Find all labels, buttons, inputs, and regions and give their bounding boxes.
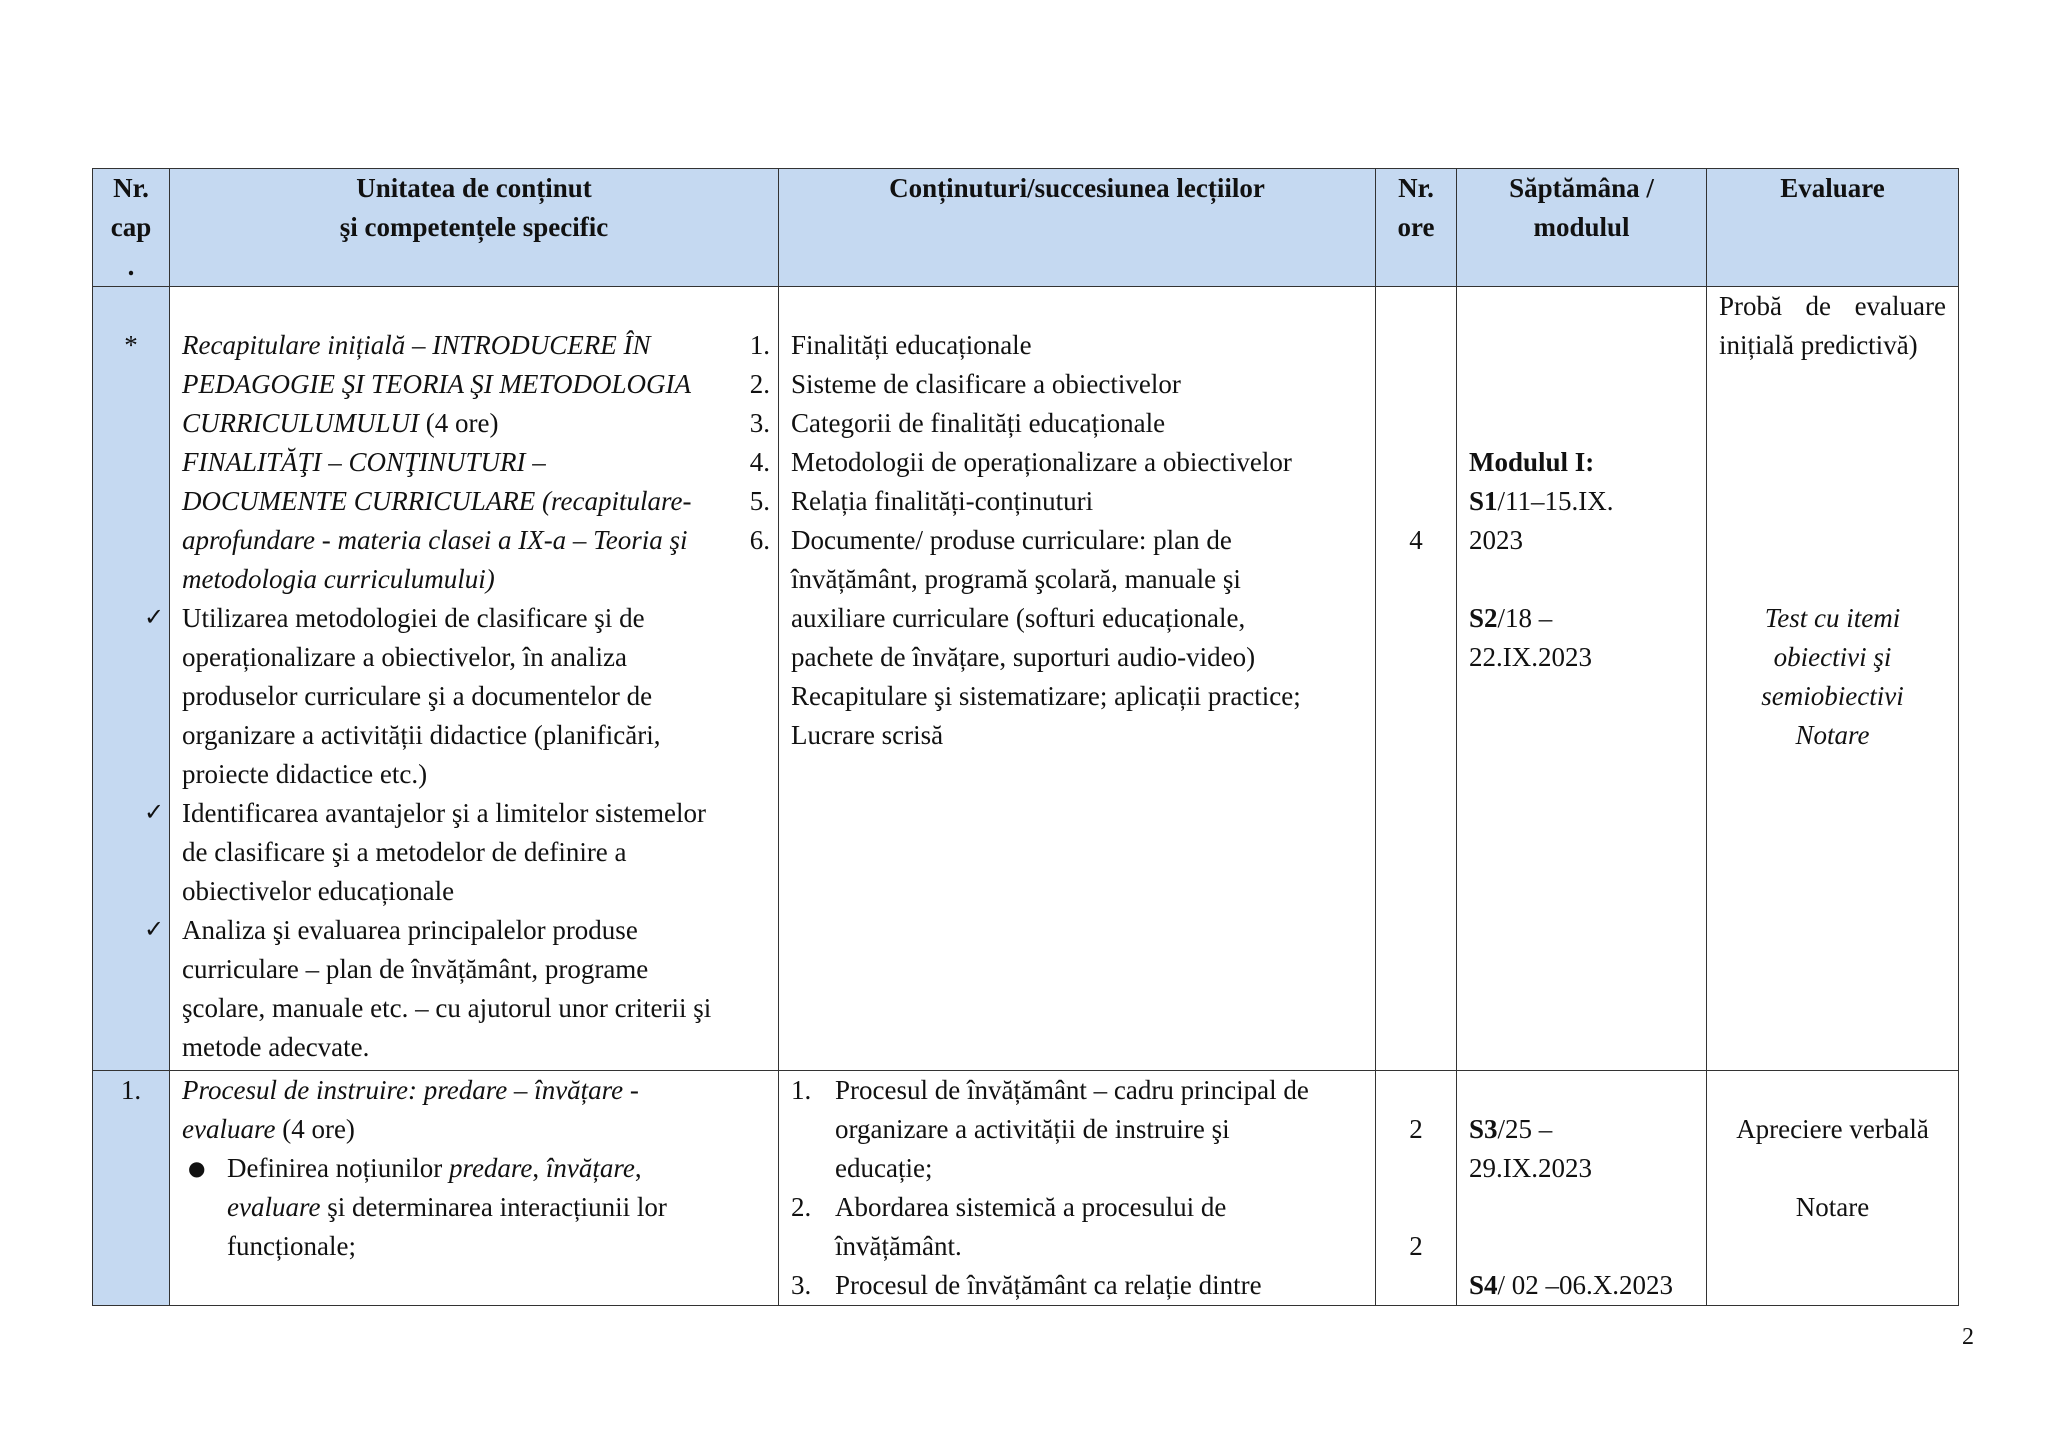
- lesson-item: Recapitulare şi sistematizare; aplicații practice;: [791, 681, 1301, 711]
- lesson-item: Lucrare scrisă: [791, 720, 944, 750]
- checkmark-icon: ✓: [144, 915, 165, 943]
- recap-intro: Recapitulare inițială – INTRODUCERE ÎN PEDAGOGIE ŞI TEORIA ŞI METODOLOGIA CURRICULUMULUI (4 ore) FINALITĂŢI – CONŢINUTURI – DOCUMENTE CURRICULARE (recapitulare- aprofundare - materia clasei a IX-a – Teoria şi metodologia curriculumului) 1. 2. 3. 4. 5. 6.: [182, 326, 766, 599]
- lesson-item: 1. Procesul de învățământ – cadru principal de organizare a activității de instruire şi educație;: [791, 1075, 1309, 1183]
- table-row: [93, 1071, 1959, 1306]
- lesson-item: Documente/ produse curriculare: plan de: [791, 525, 1232, 555]
- unit-cell: [144, 287, 779, 1071]
- row-number-cell: *: [93, 287, 170, 1071]
- checkmark-icon: ✓: [144, 603, 165, 631]
- lesson-item: 3. Procesul de învățământ ca relație dintre: [791, 1270, 1262, 1300]
- header-unitatea: Unitatea de conținut şi competențele specific: [170, 169, 779, 287]
- evaluation-cell: Apreciere verbală Notare: [1707, 1071, 1959, 1306]
- competence-bullet: ● Definirea noțiunilor predare, învățare, evaluare şi determinarea interacțiunii lor funcționale;: [182, 1149, 766, 1266]
- lesson-item: învățământ, programă şcolară, manuale şi: [791, 564, 1241, 594]
- row-number-cell: 1.: [93, 1071, 170, 1306]
- competence-item: ✓ Identificarea avantajelor şi a limitelor sistemelor de clasificare şi a metodelor de definire a obiectivelor educaționale: [182, 794, 766, 911]
- contents-cell: [779, 287, 1376, 1071]
- header-nr-ore: Nr. ore: [1376, 169, 1457, 287]
- evaluation-cell: Probă de evaluare inițială predictivă) Test cu itemi obiectivi şi semiobiectivi Notare: [1707, 287, 1959, 1071]
- unit-cell: Procesul de instruire: predare – învățare - evaluare (4 ore) ● Definirea noțiunilor predare, învățare, evaluare şi determinarea interacțiunii lor funcționale;: [170, 1071, 779, 1306]
- lesson-item: Sisteme de clasificare a obiectivelor: [791, 369, 1181, 399]
- competence-item: ✓ Utilizarea metodologiei de clasificare şi de operaționalizare a obiectivelor, în analiza produselor curriculare şi a documentelor de organizare a activității didactice (planificări, proiecte didactice etc.): [182, 599, 766, 794]
- hours-cell: 4: [1376, 287, 1457, 1071]
- header-nr-cap: Nr. cap .: [93, 169, 170, 287]
- lesson-item: auxiliare curriculare (softuri educaționale,: [791, 603, 1246, 633]
- table-row: [93, 287, 1959, 1071]
- intro-numbering: 1. 2. 3. 4. 5. 6.: [749, 330, 770, 555]
- table-header-row: [93, 169, 1959, 287]
- header-evaluare: Evaluare: [1707, 169, 1959, 287]
- planning-table: [92, 168, 1959, 1306]
- competence-item: ✓ Analiza şi evaluarea principalelor produse curriculare – plan de învățământ, programe şcolare, manuale etc. – cu ajutorul unor criterii şi metode adecvate.: [182, 911, 766, 1067]
- header-continuturi: Conținuturi/succesiunea lecțiilor: [779, 169, 1376, 287]
- lesson-item: Metodologii de operaționalizare a obiectivelor: [791, 447, 1292, 477]
- header-saptamana: Săptămâna / modulul: [1457, 169, 1707, 287]
- contents-cell: [779, 1071, 1376, 1306]
- week-cell: Modulul I: S1/11–15.IX. 2023 S2/18 – 22.IX.2023: [1457, 287, 1707, 1071]
- lesson-item: Finalități educaționale: [791, 330, 1032, 360]
- page-number: 2: [1962, 1324, 1974, 1350]
- lesson-item: 2. Abordarea sistemică a procesului de învățământ.: [791, 1192, 1227, 1261]
- hours-cell: 2 2: [1376, 1071, 1457, 1306]
- lesson-item: Relația finalități-conținuturi: [791, 486, 1094, 516]
- lesson-item: Categorii de finalități educaționale: [791, 408, 1166, 438]
- bullet-icon: ●: [188, 1156, 206, 1180]
- lesson-item: pachete de învățare, suporturi audio-video): [791, 642, 1256, 672]
- checkmark-icon: ✓: [144, 798, 165, 826]
- week-cell: S3/25 – 29.IX.2023 S4/ 02 –06.X.2023: [1457, 1071, 1707, 1306]
